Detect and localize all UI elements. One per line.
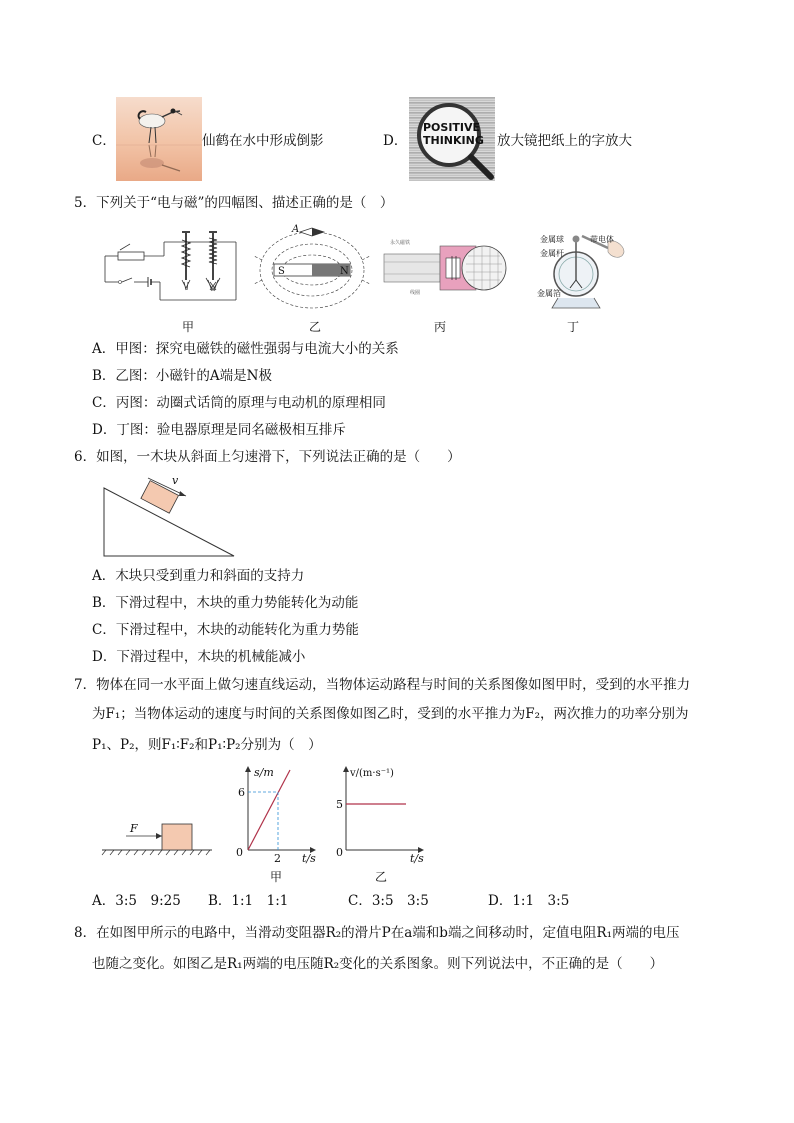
graph-yi-xlabel: t/s bbox=[410, 852, 424, 865]
q6-incline-figure bbox=[100, 472, 240, 560]
q7-graph-jia bbox=[230, 762, 326, 868]
svg-text:线圈: 线圈 bbox=[410, 290, 421, 296]
caption-jia: 甲 bbox=[182, 320, 195, 334]
option-c-letter: C． bbox=[92, 133, 116, 149]
q5-figure-ding bbox=[512, 228, 632, 314]
magnifier-text-line1: POSITIVE bbox=[423, 121, 481, 134]
label-metal-foil: 金属箔 bbox=[537, 289, 561, 298]
label-metal-rod: 金属杆 bbox=[540, 249, 564, 258]
caption-graph-yi: 乙 bbox=[375, 870, 388, 884]
option-d-text: 放大镜把纸上的字放大 bbox=[497, 133, 632, 149]
graph-yi-origin: 0 bbox=[336, 846, 343, 859]
caption-ding: 丁 bbox=[567, 320, 580, 334]
graph-jia-x-tick: 2 bbox=[274, 852, 281, 865]
q7-line2: 为F₁；当物体运动的速度与时间的关系图像如图乙时，受到的水平推力为F₂，两次推力的功率分别为 bbox=[92, 706, 689, 722]
label-metal-ball: 金属球 bbox=[540, 235, 564, 244]
q7-block-figure bbox=[100, 816, 214, 856]
graph-yi-ylabel: v/(m·s⁻¹) bbox=[350, 768, 394, 779]
caption-yi: 乙 bbox=[309, 320, 322, 334]
velocity-label: v bbox=[172, 474, 179, 487]
graph-jia-xlabel: t/s bbox=[302, 852, 316, 865]
graph-jia-ylabel: s/m bbox=[254, 766, 274, 779]
q7-graph-yi bbox=[330, 762, 430, 868]
q6-option-d: D．下滑过程中，木块的机械能减小 bbox=[92, 649, 306, 665]
q5-stem: 5．下列关于“电与磁”的四幅图、描述正确的是（ ） bbox=[74, 195, 394, 211]
q5-option-d: D．丁图：验电器原理是同名磁极相互排斥 bbox=[92, 422, 346, 438]
q5-figure-bing bbox=[380, 232, 510, 302]
q5-option-b: B．乙图：小磁针的A端是N极 bbox=[92, 368, 272, 384]
q5-figure-jia bbox=[100, 222, 240, 314]
svg-text:永久磁铁: 永久磁铁 bbox=[390, 240, 411, 246]
magnifier-photo bbox=[409, 97, 495, 181]
label-charged-body: 带电体 bbox=[590, 235, 614, 244]
q5-option-a: A．甲图：探究电磁铁的磁性强弱与电流大小的关系 bbox=[92, 341, 399, 357]
q7-line3: P₁、P₂，则F₁∶F₂和P₁∶P₂分别为（ ） bbox=[92, 737, 322, 753]
crane-photo bbox=[116, 97, 202, 181]
graph-yi-y-tick: 5 bbox=[336, 798, 343, 811]
q7-line1: 7．物体在同一水平面上做匀速直线运动，当物体运动路程与时间的关系图像如图甲时，受到的水平推力 bbox=[74, 677, 691, 693]
caption-graph-jia: 甲 bbox=[270, 870, 283, 884]
magnet-s-label: S bbox=[278, 266, 285, 277]
option-d-letter: D． bbox=[383, 133, 408, 149]
needle-a-label: A bbox=[292, 224, 300, 235]
q8-line1: 8．在如图甲所示的电路中，当滑动变阻器R₂的滑片P在a端和b端之间移动时，定值电阻R₁两端的电压 bbox=[74, 925, 680, 941]
graph-jia-y-tick: 6 bbox=[238, 786, 245, 799]
graph-jia-origin: 0 bbox=[236, 846, 243, 859]
q7-option-b: B．1:1 1:1 bbox=[208, 893, 289, 909]
q5-option-c: C．丙图：动圈式话筒的原理与电动机的原理相同 bbox=[92, 395, 386, 411]
caption-bing: 丙 bbox=[434, 320, 447, 334]
magnifier-text-line2: THINKING bbox=[423, 134, 484, 147]
force-label: F bbox=[130, 822, 138, 835]
q6-stem: 6．如图，一木块从斜面上匀速滑下，下列说法正确的是（ ） bbox=[74, 449, 461, 465]
q7-option-c: C．3:5 3:5 bbox=[348, 893, 429, 909]
q5-figure-yi bbox=[252, 220, 372, 316]
q7-option-a: A．3:5 9:25 bbox=[92, 893, 181, 909]
q6-option-a: A．木块只受到重力和斜面的支持力 bbox=[92, 568, 305, 584]
q8-line2: 也随之变化。如图乙是R₁两端的电压随R₂变化的关系图象。则下列说法中，不正确的是（ ） bbox=[92, 956, 664, 972]
q6-option-b: B．下滑过程中，木块的重力势能转化为动能 bbox=[92, 595, 359, 611]
magnet-n-label: N bbox=[340, 266, 349, 277]
option-c-text: 仙鹤在水中形成倒影 bbox=[202, 133, 324, 149]
q6-option-c: C．下滑过程中，木块的动能转化为重力势能 bbox=[92, 622, 359, 638]
q7-option-d: D．1:1 3:5 bbox=[488, 893, 570, 909]
